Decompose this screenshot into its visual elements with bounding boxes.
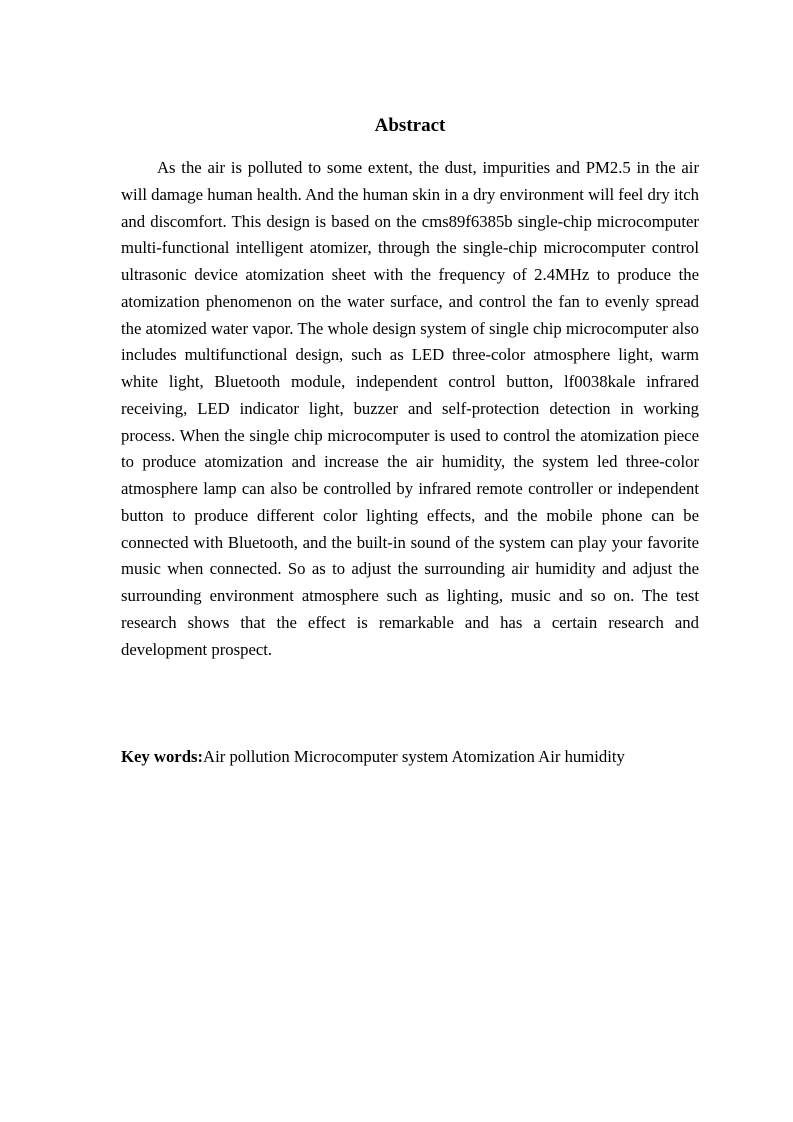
keywords-label: Key words: [121, 747, 204, 766]
keywords-line [121, 744, 721, 770]
keywords-value: Air pollution Microcomputer system Atomization Air humidity [203, 747, 625, 766]
abstract-paragraph: As the air is polluted to some extent, the dust, impurities and PM2.5 in the air will damage human health. And the human skin in a dry environment will feel dry itch and discomfort. This design is based on the cms89f6385b single-chip microcomputer multi-functional intelligent atomizer, through the single-chip microcomputer control ultrasonic device atomization sheet with the frequency of 2.4MHz to produce the atomization phenomenon on the water surface, and control the fan to evenly spread the atomized water vapor. The whole design system of single chip microcomputer also includes multifunctional design, such as LED three-color atmosphere light, warm white light, Bluetooth module, independent control button, lf0038kale infrared receiving, LED indicator light, buzzer and self-protection detection in working process. When the single chip microcomputer is used to control the atomization piece to produce atomization and increase the air humidity, the system led three-color atmosphere lamp can also be controlled by infrared remote controller or independent button to produce different color lighting effects, and the mobile phone can be connected with Bluetooth, and the built-in sound of the system can play your favorite music when connected. So as to adjust the surrounding air humidity and adjust the surrounding environment atmosphere such as lighting, music and so on. The test research shows that the effect is remarkable and has a certain research and development prospect. [121, 158, 699, 659]
abstract-title: Abstract [374, 115, 446, 136]
